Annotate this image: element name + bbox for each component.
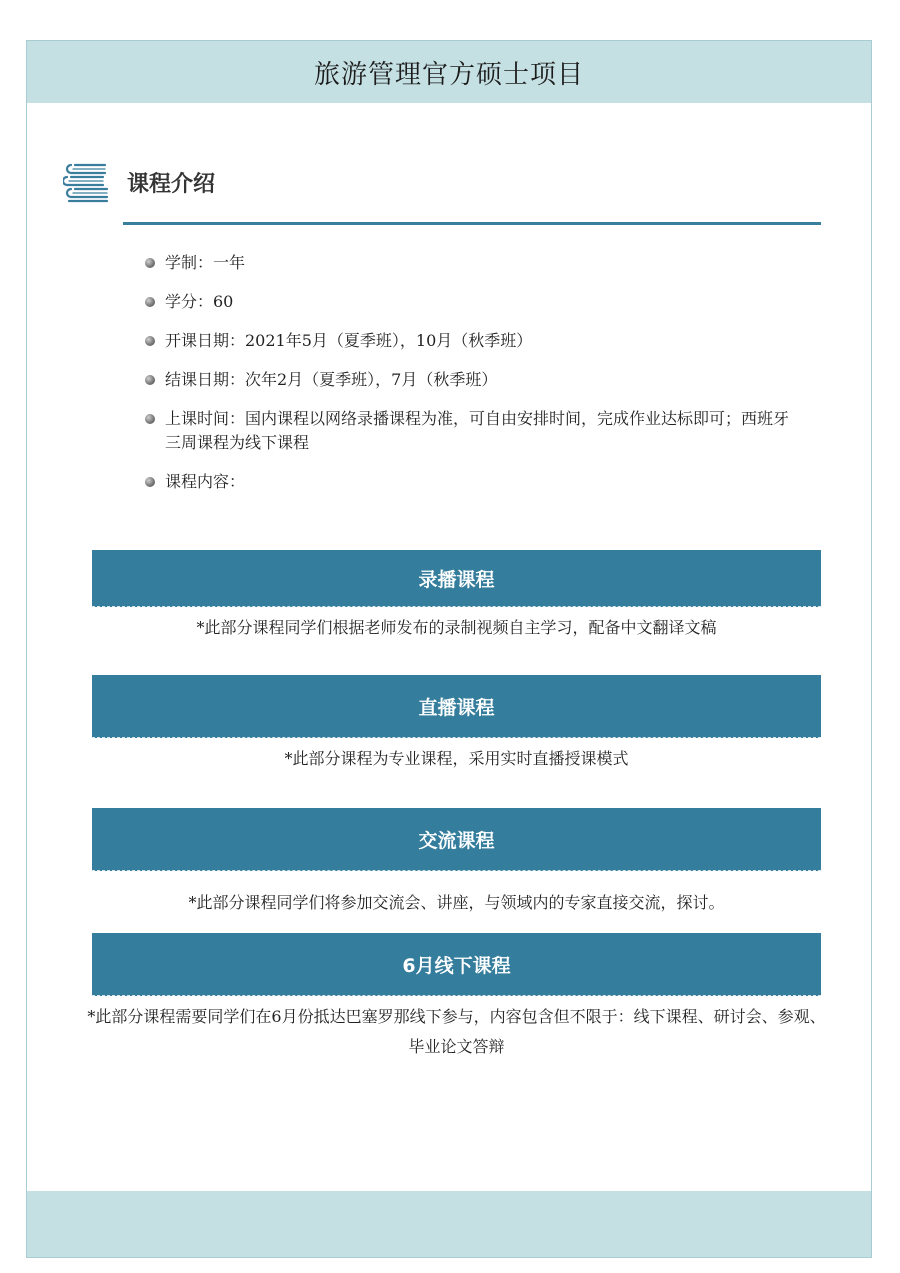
page-title: 旅游管理官方硕士项目 [313,59,584,90]
list-item [145,290,795,314]
live-course-header: 直播课程 [92,675,821,738]
page-footer [27,1191,871,1257]
course-info-list [145,251,795,509]
bullet-icon [145,297,155,307]
list-item [145,329,795,353]
section-heading [63,159,215,205]
page-header [27,41,871,103]
offline-course-desc: *此部分课程需要同学们在6月份抵达巴塞罗那线下参与，内容包含但不限于：线下课程、研讨会、参观、毕业论文答辩 [87,1007,826,1056]
recorded-course-header: 录播课程 [92,550,821,607]
books-icon [63,159,109,205]
page-frame [26,40,872,1258]
list-item-text: 结课日期：次年2月（夏季班），7月（秋季班） [165,370,498,389]
list-item-text: 学分：60 [165,292,234,311]
exchange-course-header: 交流课程 [92,808,821,871]
list-item [145,251,795,275]
list-item-text: 开课日期：2021年5月（夏季班），10月（秋季班） [165,331,533,350]
section-divider [123,222,821,225]
bullet-icon [145,336,155,346]
list-item [145,407,795,455]
list-item-text: 上课时间：国内课程以网络录播课程为准，可自由安排时间，完成作业达标即可；西班牙三周课程为线下课程 [165,409,790,452]
list-item [145,470,795,494]
list-item-text: 学制：一年 [165,253,246,272]
list-item [145,368,795,392]
section-title: 课程介绍 [127,171,216,197]
bullet-icon [145,477,155,487]
recorded-course-desc: *此部分课程同学们根据老师发布的录制视频自主学习，配备中文翻译文稿 [196,618,717,637]
bullet-icon [145,375,155,385]
exchange-course-desc: *此部分课程同学们将参加交流会、讲座，与领域内的专家直接交流，探讨。 [188,893,725,912]
bullet-icon [145,414,155,424]
live-course-desc: *此部分课程为专业课程，采用实时直播授课模式 [284,749,629,768]
bullet-icon [145,258,155,268]
offline-course-header: 6月线下课程 [92,933,821,996]
list-item-text: 课程内容： [165,472,246,491]
